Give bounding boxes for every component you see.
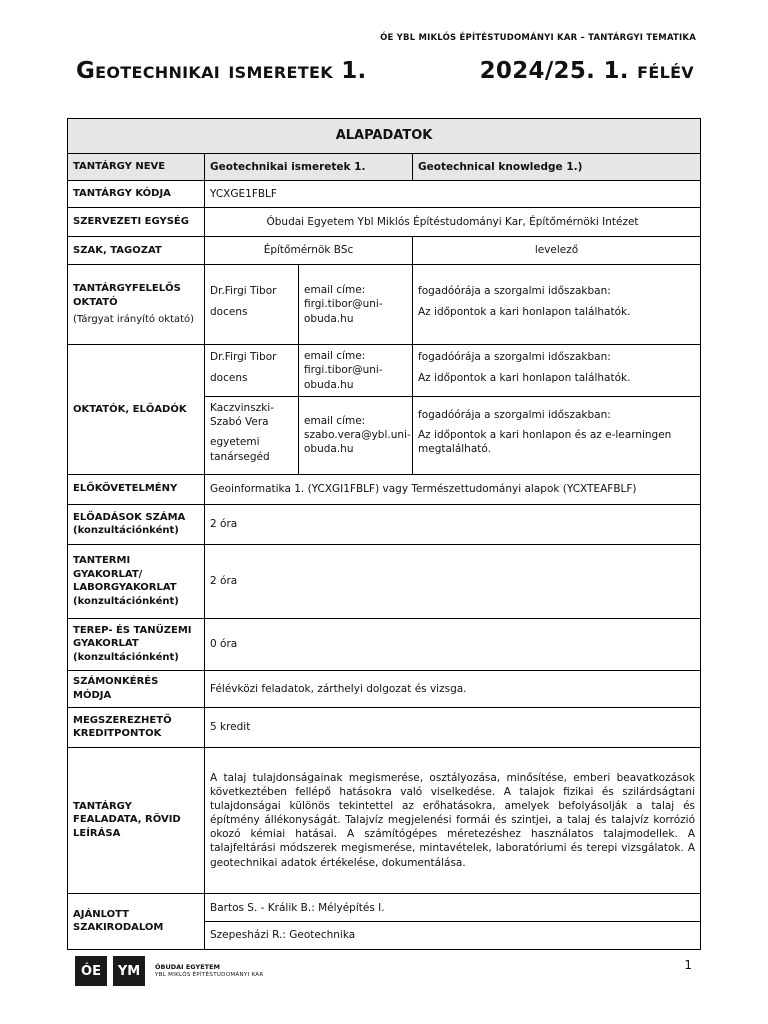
- prerequisite-row: [68, 474, 701, 504]
- responsible-label-cell: [68, 265, 205, 345]
- lectures-value: 2 óra: [205, 504, 701, 544]
- literature-item: Bartos S. - Králik B.: Mélyépítés I.: [210, 901, 385, 914]
- responsible-email: email címe: firgi.tibor@uni-obuda.hu: [299, 265, 413, 345]
- prerequisite-label: ELŐKÖVETELMÉNY: [68, 474, 205, 504]
- lecturer-1-person: [205, 345, 299, 397]
- credits-value: 5 kredit: [205, 707, 701, 747]
- lab-row: [68, 544, 701, 618]
- responsible-title: docens: [210, 305, 248, 318]
- basic-data-table: [67, 118, 701, 950]
- description-label: TANTÁRGY FEALADATA, RÖVID LEÍRÁSA: [68, 747, 205, 893]
- course-code-row: [68, 181, 701, 208]
- credits-label: MEGSZEREZHETŐ KREDITPONTOK: [68, 707, 205, 747]
- lecturers-label: OKTATÓK, ELŐADÓK: [68, 345, 205, 475]
- course-title: Geotechnikai ismeretek 1.: [76, 58, 367, 84]
- lecturer-2-office-note: Az időpontok a kari honlapon és az e-learningen megtalálható.: [418, 429, 672, 456]
- lecturer-1-office-hours: fogadóórája a szorgalmi időszakban:: [418, 351, 611, 364]
- org-unit-row: [68, 208, 701, 237]
- responsible-office-hours: fogadóórája a szorgalmi időszakban:: [418, 285, 611, 298]
- org-unit-value: Óbudai Egyetem Ybl Miklós Építéstudományi Kar, Építőmérnöki Intézet: [205, 208, 701, 237]
- page-number: 1: [684, 958, 692, 972]
- lecturer-row-1: [68, 345, 701, 397]
- lecturer-1-office-note: Az időpontok a kari honlapon találhatók.: [418, 371, 631, 384]
- lecturer-1-email: email címe: firgi.tibor@uni-obuda.hu: [299, 345, 413, 397]
- lectures-row: [68, 504, 701, 544]
- description-value: A talaj tulajdonságainak megismerése, osztályozása, minősítése, emberi beavatkozások következtében fellépő hatásokra való viselkedése. A talajok fizikai és szilárdságtani tulajdonságai különös tekintettel az erőhatásokra, amelyek befolyásolják a talaj és építmény állékonyságát. Talajvíz megjelenési formái és szintjei, a talaj és talajvíz korrózió okozó kémiai hatásai. A számítógépes méretezéshez használatos talajmodellek. A talajfeltárási módszerek megismerése, mintavételek, laboratóriumi és terepi vizsgálatok. A geotechnikai adatok értékelése, dokumentálása.: [205, 747, 701, 893]
- credits-row: [68, 707, 701, 747]
- responsible-name: Dr.Firgi Tibor: [210, 285, 277, 298]
- oe-logo-mark: ÓE: [75, 956, 107, 986]
- lecturer-1-name: Dr.Firgi Tibor: [210, 351, 277, 364]
- lab-label: TANTERMI GYAKORLAT/ LABORGYAKORLAT (konzultációnként): [68, 544, 205, 618]
- lab-value: 2 óra: [205, 544, 701, 618]
- section-title: ALAPADATOK: [68, 119, 701, 154]
- responsible-sublabel: (Tárgyat irányító oktató): [73, 314, 195, 326]
- course-name-hu: Geotechnikai ismeretek 1.: [205, 154, 413, 181]
- assessment-value: Félévközi feladatok, zárthelyi dolgozat és vizsga.: [205, 670, 701, 707]
- lecturer-1-title: docens: [210, 371, 248, 384]
- responsible-office: [413, 265, 701, 345]
- ym-logo-mark: YM: [113, 956, 145, 986]
- lecturer-2-title: egyetemi tanársegéd: [210, 436, 270, 463]
- faculty-name: YBL MIKLÓS ÉPÍTÉSTUDOMÁNYI KAR: [155, 971, 264, 978]
- logo-text: [155, 963, 264, 979]
- literature-cell: [205, 893, 701, 949]
- institution-header: ÓE YBL MIKLÓS ÉPÍTÉSTUDOMÁNYI KAR – TANTÁRGYI TEMATIKA: [380, 33, 696, 43]
- assessment-label: SZÁMONKÉRÉS MÓDJA: [68, 670, 205, 707]
- university-name: ÓBUDAI EGYETEM: [155, 963, 220, 972]
- semester-title: 2024/25. 1. félév: [479, 58, 694, 84]
- lecturer-1-office: [413, 345, 701, 397]
- lecturer-2-office: [413, 397, 701, 475]
- description-row: [68, 747, 701, 893]
- field-row: [68, 618, 701, 670]
- field-label: TEREP- ÉS TANÜZEMI GYAKORLAT (konzultációnként): [68, 618, 205, 670]
- lecturer-2-email: email címe: szabo.vera@ybl.uni-obuda.hu: [299, 397, 413, 475]
- lecturer-2-name: Kaczvinszki-Szabó Vera: [210, 402, 274, 429]
- assessment-row: [68, 670, 701, 707]
- literature-row: [68, 893, 701, 949]
- literature-item: Szepesházi R.: Geotechnika: [205, 921, 700, 948]
- responsible-row: [68, 265, 701, 345]
- university-logo: [75, 956, 264, 986]
- course-name-en: Geotechnical knowledge 1.): [413, 154, 701, 181]
- field-value: 0 óra: [205, 618, 701, 670]
- lecturer-2-office-hours: fogadóórája a szorgalmi időszakban:: [418, 409, 611, 422]
- course-name-row: [68, 154, 701, 181]
- course-code-label: TANTÁRGY KÓDJA: [68, 181, 205, 208]
- program-mode: levelező: [413, 237, 701, 265]
- lectures-label: ELŐADÁSOK SZÁMA (konzultációnként): [68, 504, 205, 544]
- lecturer-2-person: [205, 397, 299, 475]
- program-major: Építőmérnök BSc: [205, 237, 413, 265]
- course-name-label: TANTÁRGY NEVE: [68, 154, 205, 181]
- section-header-row: [68, 119, 701, 154]
- course-code-value: YCXGE1FBLF: [205, 181, 701, 208]
- responsible-label: TANTÁRGYFELELŐS OKTATÓ: [73, 283, 181, 308]
- prerequisite-value: Geoinformatika 1. (YCXGI1FBLF) vagy Természettudományi alapok (YCXTEAFBLF): [205, 474, 701, 504]
- program-label: SZAK, TAGOZAT: [68, 237, 205, 265]
- responsible-person: [205, 265, 299, 345]
- literature-label: AJÁNLOTT SZAKIRODALOM: [68, 893, 205, 949]
- program-row: [68, 237, 701, 265]
- responsible-office-note: Az időpontok a kari honlapon találhatók.: [418, 305, 631, 318]
- org-unit-label: SZERVEZETI EGYSÉG: [68, 208, 205, 237]
